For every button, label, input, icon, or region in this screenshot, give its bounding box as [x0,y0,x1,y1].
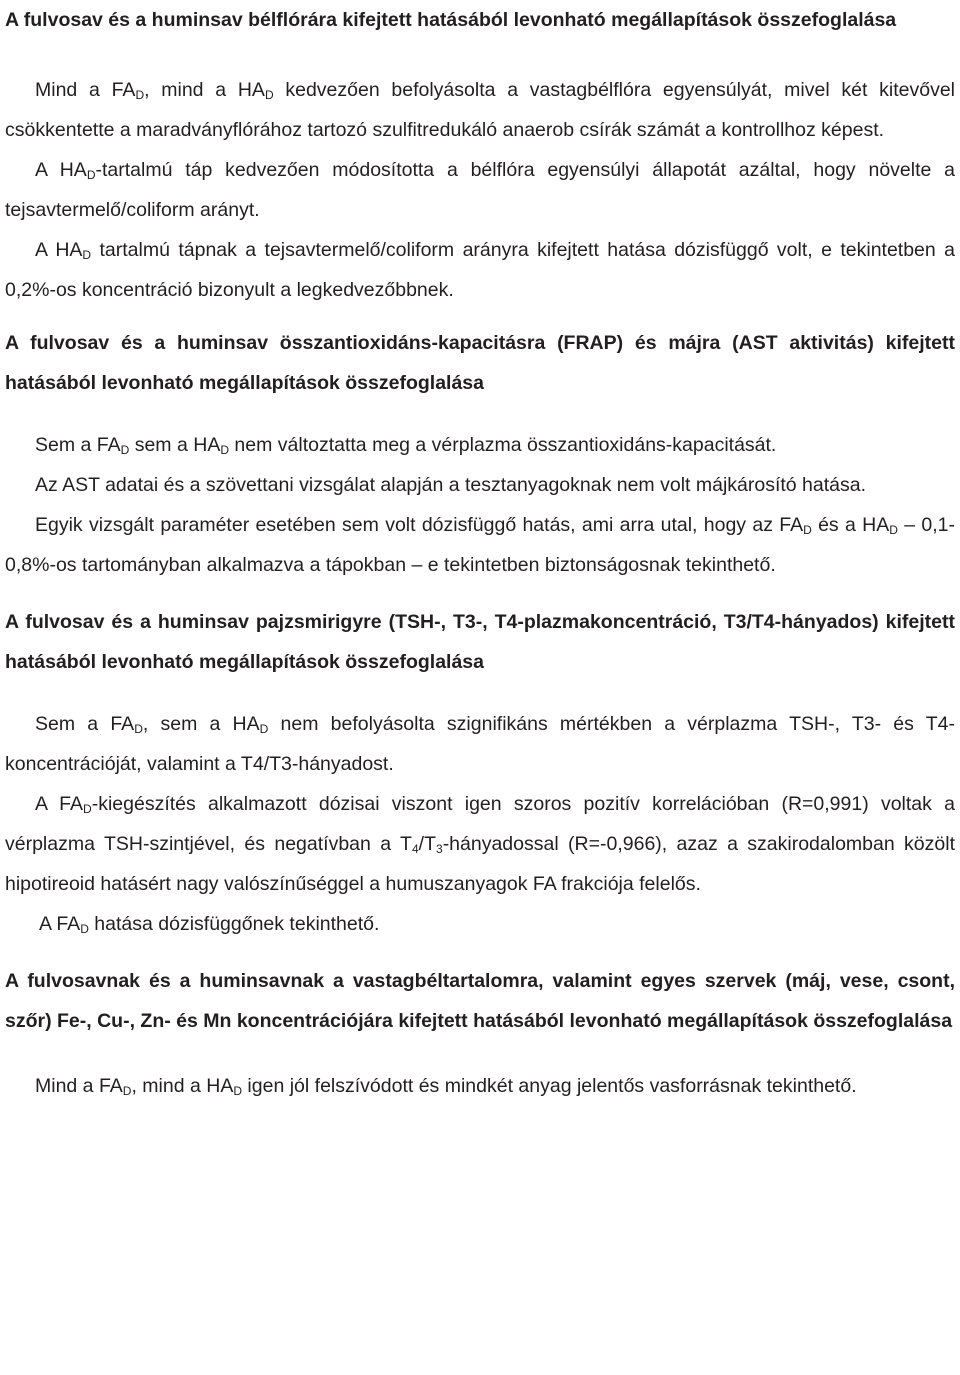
text-run: hatása dózisfüggőnek tekinthető. [88,913,380,935]
subscript: D [86,168,96,182]
text-run: , mind a HA [131,1075,234,1097]
subscript: D [83,802,92,816]
text-run: Az AST adatai és a szövettani vizsgálat alapján a tesztanyagoknak nem volt májkárosító hatása. [35,474,867,496]
document-page [5,0,955,1106]
text-run: és a HA [811,514,890,536]
text-run: Sem a FA [35,434,121,456]
text-run: nem változtatta meg a vérplazma összantioxidáns-kapacitását. [229,434,777,456]
subscript: D [220,443,229,457]
subscript: D [122,1084,132,1098]
subscript: D [889,523,898,537]
paragraph [5,425,955,465]
text-run: /T [418,833,436,855]
subscript: D [264,88,274,102]
text-run: -hányadossal (R=-0,966), azaz a szakirodalomban közölt hipotireoid hatásért nagy valószínűséggel a humuszanyagok FA frakciója felelős. [5,833,955,895]
text-run: A FA [39,913,81,935]
section-heading-thyroid: A fulvosav és a huminsav pajzsmirigyre (TSH-, T3-, T4-plazmakoncentráció, T3/T4-hányados) kifejtett hatásából levonható megállapítások összefoglalása [5,611,955,673]
subscript: D [120,443,130,457]
text-run: , mind a HA [144,79,265,101]
subscript: D [259,722,269,736]
section-heading-mineral-content: A fulvosavnak és a huminsavnak a vastagbéltartalomra, valamint egyes szervek (máj, vese, csont, szőr) Fe-, Cu-, Zn- és Mn koncentrációjára kifejtett hatásából levonható megállapítások összefoglalása [5,970,955,1032]
paragraph [5,784,955,904]
text-run: -tartalmú táp kedvezően módosította a bélflóra egyensúlyi állapotát azáltal, hogy növelte a tejsavtermelő/coliform arányt. [5,159,956,221]
text-run: Egyik vizsgált paraméter esetében sem volt dózisfüggő hatás, ami arra utal, hogy az FA [35,514,804,536]
subscript: D [80,922,89,936]
text-run: -kiegészítés alkalmazott dózisai viszont igen szoros pozitív korrelációban (R=0,991) voltak a vérplazma TSH-szintjével, és negatívban a T [5,793,955,855]
paragraph [5,150,955,230]
subscript: D [82,248,92,262]
subscript: 3 [436,842,443,856]
text-run: kedvezően befolyásolta a vastagbélflóra egyensúlyát, mivel két kitevővel csökkentette a maradványflórához tartozó szulfitredukáló anaerob csírák számát a kontrollhoz képest. [5,79,956,141]
paragraph [5,704,955,784]
text-run: tartalmú tápnak a tejsavtermelő/coliform arányra kifejtett hatása dózisfüggő volt, e tekintetben a 0,2%-os koncentráció bizonyult a legkedvezőbbnek. [5,239,955,301]
text-run: , sem a HA [142,713,260,735]
subscript: 4 [411,842,419,856]
paragraph [5,70,955,150]
paragraph [5,230,955,310]
subscript: D [233,1084,243,1098]
text-run: sem a HA [129,434,221,456]
paragraph [5,904,955,944]
section-heading-antioxidant-liver: A fulvosav és a huminsav összantioxidáns-kapacitásra (FRAP) és májra (AST aktivitás) kifejtett hatásából levonható megállapítások összefoglalása [5,332,955,394]
text-run: nem befolyásolta szignifikáns mértékben a vérplazma TSH-, T3- és T4-koncentrációját, valamint a T4/T3-hányadost. [5,713,955,775]
paragraph [5,1066,955,1106]
text-run: A FA [35,793,84,815]
paragraph [5,465,955,505]
text-run: Mind a FA [35,1075,123,1097]
text-run: A HA [35,159,87,181]
section-heading-bowel-flora: A fulvosav és a huminsav bélflórára kifejtett hatásából levonható megállapítások összefoglalása [5,9,897,31]
subscript: D [803,523,812,537]
text-run: A HA [35,239,83,261]
text-run: Mind a FA [35,79,136,101]
paragraph [5,505,955,585]
text-run: Sem a FA [35,713,135,735]
text-run: – 0,1-0,8%-os tartományban alkalmazva a tápokban – e tekintetben biztonságosnak tekinthető. [5,514,955,576]
text-run: igen jól felszívódott és mindkét anyag jelentős vasforrásnak tekinthető. [242,1075,857,1097]
subscript: D [135,88,145,102]
subscript: D [134,722,143,736]
